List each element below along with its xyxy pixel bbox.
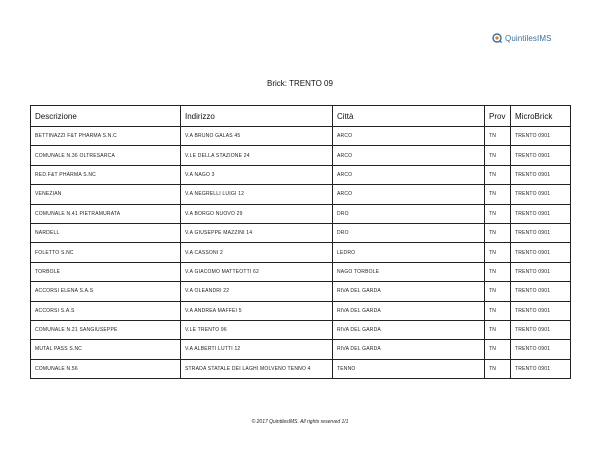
cell-prov: TN (485, 282, 511, 301)
cell-citta: LEDRO (333, 243, 485, 262)
cell-indirizzo: V.A ANDREA MAFFEI 5 (181, 301, 333, 320)
table-row (31, 146, 571, 165)
cell-microbrick: TRENTO 0901 (511, 165, 571, 184)
cell-citta: ARCO (333, 185, 485, 204)
column-header-indirizzo: Indirizzo (181, 106, 333, 127)
cell-microbrick: TRENTO 0901 (511, 262, 571, 281)
cell-descrizione: RED.F&T PHARMA S.NC (31, 165, 181, 184)
cell-prov: TN (485, 320, 511, 339)
cell-prov: TN (485, 262, 511, 281)
cell-descrizione: COMUNALE N.56 (31, 359, 181, 378)
cell-prov: TN (485, 243, 511, 262)
cell-prov: TN (485, 223, 511, 242)
cell-microbrick: TRENTO 0901 (511, 204, 571, 223)
table-row (31, 320, 571, 339)
cell-microbrick: TRENTO 0901 (511, 223, 571, 242)
cell-descrizione: COMUNALE N.36 OLTRESARCA (31, 146, 181, 165)
cell-microbrick: TRENTO 0901 (511, 127, 571, 146)
cell-citta: RIVA DEL GARDA (333, 340, 485, 359)
column-header-descrizione: Descrizione (31, 106, 181, 127)
cell-microbrick: TRENTO 0901 (511, 301, 571, 320)
cell-microbrick: TRENTO 0901 (511, 320, 571, 339)
pharmacy-table (30, 105, 571, 379)
table-row (31, 301, 571, 320)
cell-prov: TN (485, 359, 511, 378)
cell-indirizzo: V.LE TRENTO 96 (181, 320, 333, 339)
brand-name: QuintilesIMS (505, 33, 552, 43)
table-row (31, 204, 571, 223)
cell-prov: TN (485, 185, 511, 204)
cell-citta: DRO (333, 204, 485, 223)
table-row (31, 243, 571, 262)
column-header-prov: Prov (485, 106, 511, 127)
table-row (31, 340, 571, 359)
table-header-row (31, 106, 571, 127)
cell-microbrick: TRENTO 0901 (511, 243, 571, 262)
cell-citta: ARCO (333, 127, 485, 146)
cell-microbrick: TRENTO 0901 (511, 359, 571, 378)
cell-prov: TN (485, 146, 511, 165)
cell-descrizione: TORBOLE (31, 262, 181, 281)
cell-indirizzo: STRADA STATALE DEI LAGHI MOLVENO TENNO 4 (181, 359, 333, 378)
table-row (31, 262, 571, 281)
cell-microbrick: TRENTO 0901 (511, 282, 571, 301)
cell-citta: RIVA DEL GARDA (333, 320, 485, 339)
cell-citta: ARCO (333, 165, 485, 184)
table-row (31, 165, 571, 184)
cell-indirizzo: V.A GIACOMO MATTEOTTI 62 (181, 262, 333, 281)
cell-indirizzo: V.LE DELLA STAZIONE 24 (181, 146, 333, 165)
cell-descrizione: COMUNALE N.21 SANGIUSEPPE (31, 320, 181, 339)
cell-descrizione: ACCORSI ELENA S.A.S (31, 282, 181, 301)
column-header-citta: Città (333, 106, 485, 127)
cell-indirizzo: V.A NAGO 3 (181, 165, 333, 184)
cell-citta: DRO (333, 223, 485, 242)
cell-indirizzo: V.A BRUNO GALAS 45 (181, 127, 333, 146)
brand-logo (492, 33, 552, 43)
copyright-footer: © 2017 QuintilesIMS. All rights reserved 1/1 (251, 419, 349, 425)
cell-microbrick: TRENTO 0901 (511, 185, 571, 204)
table-row (31, 223, 571, 242)
cell-microbrick: TRENTO 0901 (511, 340, 571, 359)
cell-indirizzo: V.A ALBERTI LUTTI 12 (181, 340, 333, 359)
cell-prov: TN (485, 301, 511, 320)
cell-prov: TN (485, 204, 511, 223)
table-row (31, 127, 571, 146)
brand-mark-icon (492, 33, 502, 43)
table-row (31, 359, 571, 378)
cell-indirizzo: V.A CASSONI 2 (181, 243, 333, 262)
cell-prov: TN (485, 127, 511, 146)
cell-indirizzo: V.A GIUSEPPE MAZZINI 14 (181, 223, 333, 242)
table-row (31, 282, 571, 301)
cell-indirizzo: V.A OLEANDRI 22 (181, 282, 333, 301)
cell-microbrick: TRENTO 0901 (511, 146, 571, 165)
cell-prov: TN (485, 165, 511, 184)
cell-descrizione: VENEZIAN (31, 185, 181, 204)
cell-descrizione: BETTINAZZI F&T PHARMA S.N.C (31, 127, 181, 146)
cell-prov: TN (485, 340, 511, 359)
cell-descrizione: MUTAL PASS S.NC (31, 340, 181, 359)
page-title: Brick: TRENTO 09 (267, 79, 333, 88)
column-header-microbrick: MicroBrick (511, 106, 571, 127)
cell-citta: RIVA DEL GARDA (333, 282, 485, 301)
cell-citta: RIVA DEL GARDA (333, 301, 485, 320)
cell-citta: NAGO TORBOLE (333, 262, 485, 281)
cell-descrizione: FOLETTO S.NC (31, 243, 181, 262)
cell-descrizione: NARDELL (31, 223, 181, 242)
table-row (31, 185, 571, 204)
cell-citta: ARCO (333, 146, 485, 165)
cell-descrizione: ACCORSI S.A.S (31, 301, 181, 320)
cell-indirizzo: V.A BORGO NUOVO 29 (181, 204, 333, 223)
cell-citta: TENNO (333, 359, 485, 378)
cell-indirizzo: V.A NEGRELLI LUIGI 12 (181, 185, 333, 204)
cell-descrizione: COMUNALE N.41 PIETRAMURATA (31, 204, 181, 223)
